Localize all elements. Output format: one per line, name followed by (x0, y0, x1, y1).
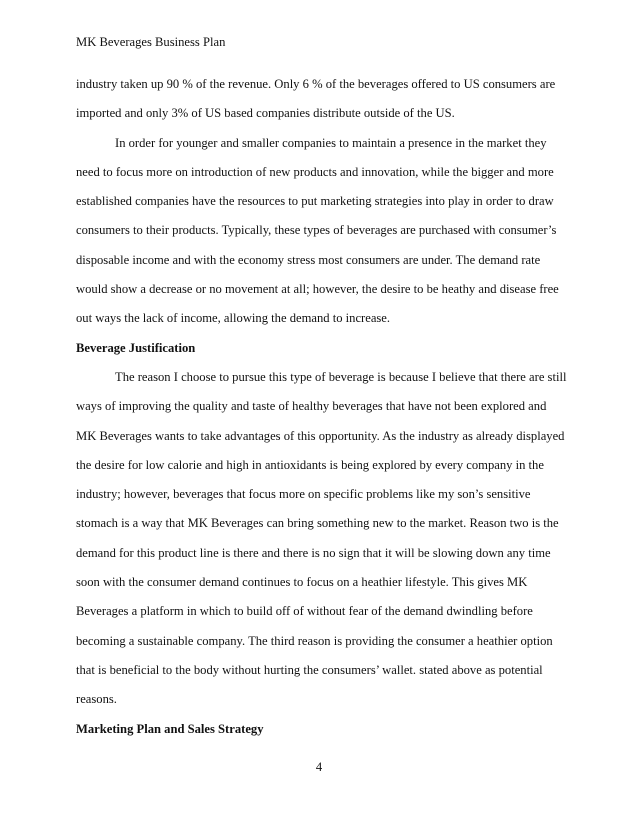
body-line: becoming a sustainable company. The third reason is providing the consumer a heathier option (76, 633, 553, 648)
body-line: that is beneficial to the body without hurting the consumers’ wallet. stated above as potential (76, 662, 543, 677)
body-line: stomach is a way that MK Beverages can bring something new to the market. Reason two is the (76, 516, 559, 531)
body-line: out ways the lack of income, allowing the demand to increase. (76, 311, 391, 326)
body-line: MK Beverages wants to take advantages of this opportunity. As the industry as already displayed (76, 428, 565, 443)
body-line: reasons. (76, 692, 117, 707)
section-heading-beverage-justification: Beverage Justification (76, 340, 196, 355)
page-number: 4 (315, 760, 323, 774)
body-line: industry taken up 90 % of the revenue. Only 6 % of the beverages offered to US consumers are (76, 77, 556, 91)
body-line: ways of improving the quality and taste of healthy beverages that have not been explored and (76, 399, 547, 414)
body-line: disposable income and with the economy stress most consumers are under. The demand rate (76, 252, 541, 267)
body-line: industry; however, beverages that focus more on specific problems like my son’s sensitive (76, 487, 531, 502)
body-line: soon with the consumer demand continues to focus on a heathier lifestyle. This gives MK (76, 575, 528, 590)
body-line: established companies have the resources to put marketing strategies into play in order to draw (76, 194, 554, 209)
body-line: need to focus more on introduction of new products and innovation, while the bigger and more (76, 164, 554, 179)
body-text (76, 76, 576, 750)
paragraph-first-line: In order for younger and smaller companies to maintain a presence in the market they (115, 135, 547, 150)
body-line: would show a decrease or no movement at all; however, the desire to be heathy and disease free (76, 282, 559, 297)
section-heading-marketing-plan: Marketing Plan and Sales Strategy (76, 721, 264, 736)
body-line: demand for this product line is there and there is no sign that it will be slowing down any time (76, 545, 551, 560)
body-line: imported and only 3% of US based companies distribute outside of the US. (76, 106, 455, 121)
running-head: MK Beverages Business Plan (76, 35, 226, 49)
body-line: Beverages a platform in which to build off of without fear of the demand dwindling before (76, 604, 533, 619)
body-line: the desire for low calorie and high in antioxidants is being explored by every company in the (76, 457, 544, 472)
paragraph-first-line: The reason I choose to pursue this type of beverage is because I believe that there are still (115, 369, 567, 384)
body-line: consumers to their products. Typically, these types of beverages are purchased with consumer’s (76, 223, 557, 238)
